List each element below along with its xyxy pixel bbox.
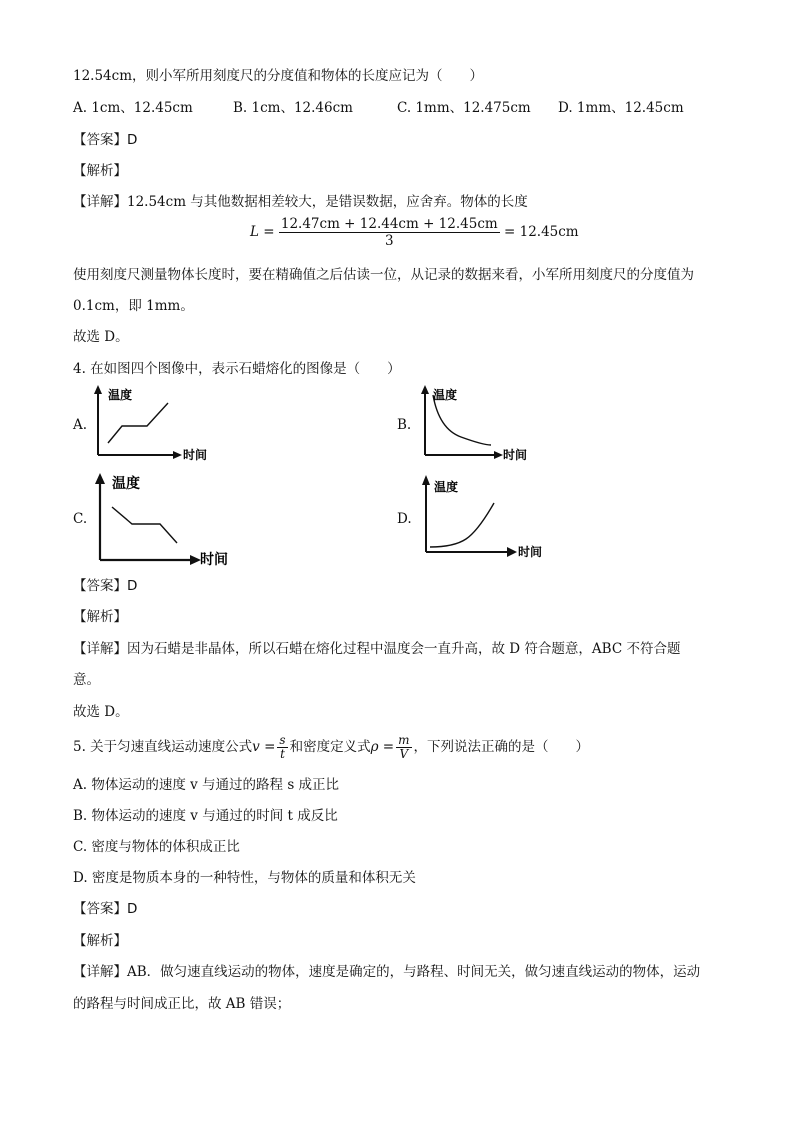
q5-detail-line1: 【详解】AB．做匀速直线运动的物体，速度是确定的，与路程、时间无关，做匀速直线运动的物体，运动 xyxy=(73,964,701,980)
speed-fraction xyxy=(277,734,287,761)
formula-lhs: L = xyxy=(250,224,275,240)
q5-option-d: D. 密度是物质本身的一种特性，与物体的质量和体积无关 xyxy=(73,870,416,886)
q5-stem xyxy=(73,731,589,763)
density-fraction xyxy=(396,734,411,761)
graph-b-xlabel: 时间 xyxy=(503,448,528,462)
graph-c xyxy=(90,473,240,568)
graph-b-curve xyxy=(433,395,491,445)
q5-stem-part-b: 和密度定义式 xyxy=(289,739,371,755)
q5-stem-part-c: ，下列说法正确的是（ ） xyxy=(413,739,590,755)
speed-denominator: t xyxy=(280,747,285,761)
q4-detail-line2: 意。 xyxy=(73,672,100,688)
graph-d-ylabel: 温度 xyxy=(434,480,459,494)
q3-option-a: A. 1cm、12.45cm xyxy=(73,100,193,116)
graph-d-curve xyxy=(430,503,494,547)
q5-stem-part-a: 5. 关于匀速直线运动速度公式 xyxy=(73,739,253,755)
q3-option-d: D. 1mm、12.45cm xyxy=(558,100,684,116)
graph-c-curve xyxy=(112,507,177,543)
q5-answer: 【答案】D xyxy=(73,901,138,917)
density-numerator: m xyxy=(398,733,410,747)
q4-detail-line1: 【详解】因为石蜡是非晶体，所以石蜡在熔化过程中温度会一直升高，故 D 符合题意，ABC 不符合题 xyxy=(73,641,681,657)
speed-formula-lhs: v = xyxy=(252,739,276,755)
formula-fraction xyxy=(279,216,500,249)
graph-a-xlabel: 时间 xyxy=(183,448,208,462)
q5-option-b: B. 物体运动的速度 v 与通过的时间 t 成反比 xyxy=(73,808,338,824)
speed-numerator: s xyxy=(279,733,286,747)
q3-stem-line: 12.54cm，则小军所用刻度尺的分度值和物体的长度应记为（ ） xyxy=(73,68,484,84)
graph-a-y-arrow xyxy=(94,385,102,394)
q3-detail-line1: 【详解】12.54cm 与其他数据相差较大，是错误数据，应舍弃。物体的长度 xyxy=(73,194,528,210)
q3-answer: 【答案】D xyxy=(73,132,138,148)
q4-choose: 故选 D。 xyxy=(73,704,129,720)
q4-analysis-label: 【解析】 xyxy=(73,609,127,625)
q3-option-c: C. 1mm、12.475cm xyxy=(397,100,531,116)
q3-choose: 故选 D。 xyxy=(73,329,129,345)
graph-a-letter: A. xyxy=(73,417,88,433)
graph-c-xlabel: 时间 xyxy=(200,552,228,568)
density-denominator: V xyxy=(399,747,409,761)
graph-a xyxy=(90,385,220,463)
graph-a-x-arrow xyxy=(173,451,182,459)
q4-answer: 【答案】D xyxy=(73,578,138,594)
graph-c-y-arrow xyxy=(95,473,105,484)
graph-d-x-arrow xyxy=(507,547,517,557)
q3-length-formula xyxy=(250,216,579,249)
graph-b-letter: B. xyxy=(397,417,412,433)
graph-a-ylabel: 温度 xyxy=(108,388,133,402)
formula-numerator: 12.47cm + 12.44cm + 12.45cm xyxy=(280,216,498,232)
graph-b-ylabel: 温度 xyxy=(433,388,458,402)
q5-detail-line2: 的路程与时间成正比，故 AB 错误； xyxy=(73,996,291,1012)
formula-rhs: = 12.45cm xyxy=(504,224,579,240)
q5-option-a: A. 物体运动的速度 v 与通过的路程 s 成正比 xyxy=(73,777,340,793)
q3-detail-line3: 0.1cm，即 1mm。 xyxy=(73,298,194,314)
q5-option-c: C. 密度与物体的体积成正比 xyxy=(73,839,240,855)
graph-b-x-arrow xyxy=(494,451,503,459)
q3-detail-line2: 使用刻度尺测量物体长度时，要在精确值之后估读一位，从记录的数据来看，小军所用刻度尺的分度值为 xyxy=(73,267,694,283)
q3-analysis-label: 【解析】 xyxy=(73,163,127,179)
graph-c-letter: C. xyxy=(73,511,88,527)
graph-a-curve xyxy=(108,403,168,443)
formula-denominator: 3 xyxy=(384,233,394,249)
q5-analysis-label: 【解析】 xyxy=(73,933,127,949)
q3-option-b: B. 1cm、12.46cm xyxy=(233,100,353,116)
graph-d-xlabel: 时间 xyxy=(518,545,543,559)
graph-b xyxy=(417,385,547,463)
density-formula-lhs: ρ = xyxy=(370,739,395,755)
graph-d-y-arrow xyxy=(422,475,430,485)
graph-d xyxy=(418,475,548,563)
graph-b-y-arrow xyxy=(421,385,429,394)
graph-d-letter: D. xyxy=(397,511,412,527)
q4-stem: 4. 在如图四个图像中，表示石蜡熔化的图像是（ ） xyxy=(73,361,401,377)
graph-c-ylabel: 温度 xyxy=(112,476,140,492)
